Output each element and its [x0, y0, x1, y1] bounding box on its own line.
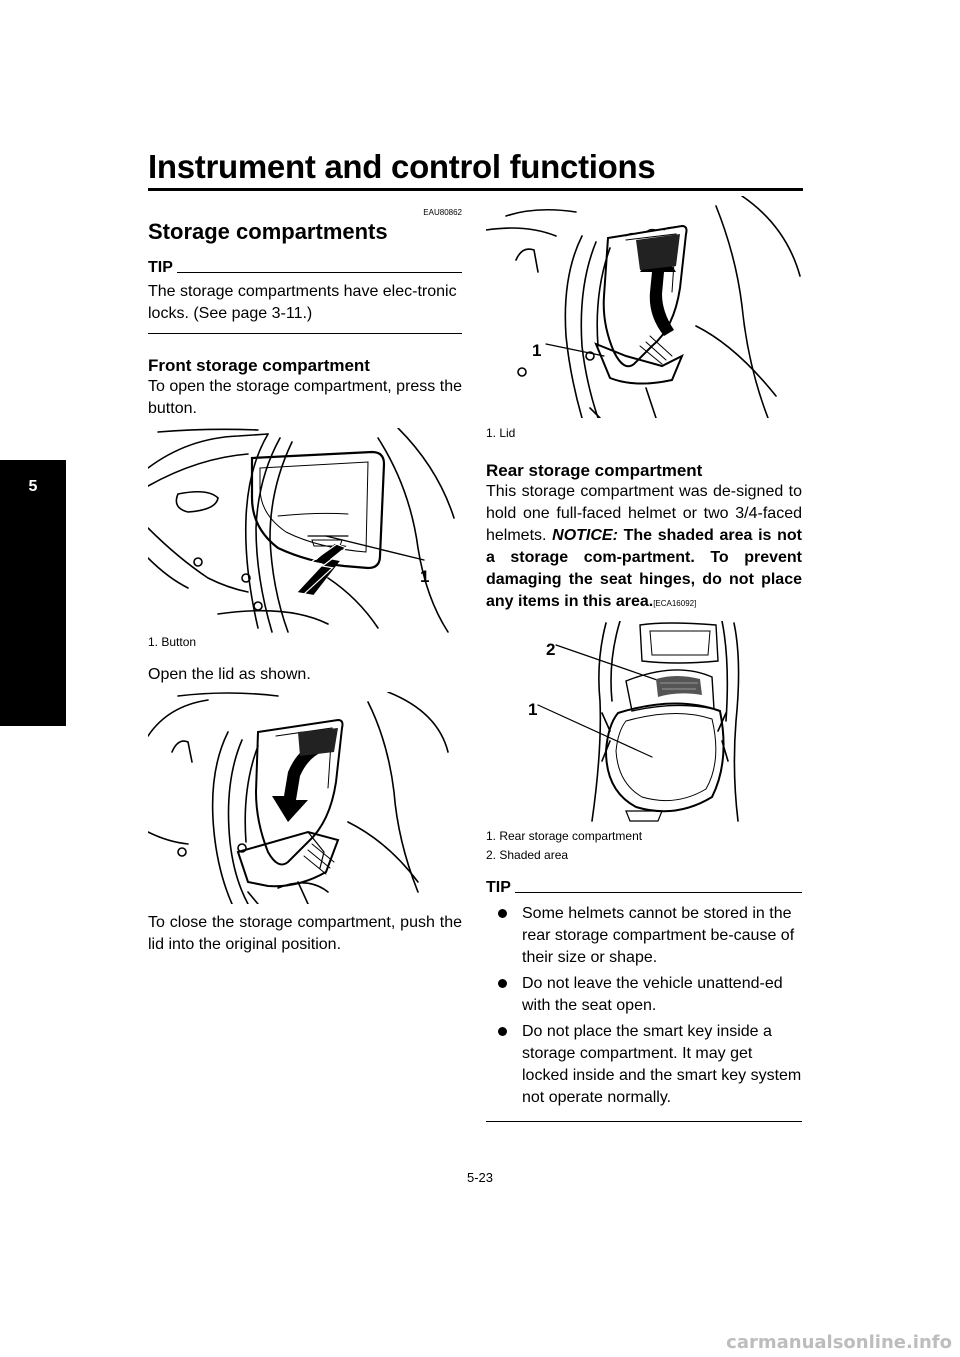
- notice-label: NOTICE:: [552, 527, 618, 544]
- list-item: Do not place the smart key inside a storage compartment. It may get locked inside and the smart key system not operate normally.: [486, 1021, 802, 1109]
- list-item: Do not leave the vehicle unattend-ed with the seat open.: [486, 973, 802, 1017]
- button-caption: 1. Button: [148, 635, 197, 649]
- lid-caption: 1. Lid: [486, 426, 516, 440]
- rear-compartment-title: Rear storage compartment: [486, 461, 703, 480]
- bullet-icon: [498, 979, 507, 988]
- button-illustration: [148, 428, 462, 633]
- bullet-icon: [498, 909, 507, 918]
- close-lid-text: To close the storage compartment, push the lid into the original position.: [148, 914, 462, 953]
- rear-text-plain: This storage compartment was de-signed to hold one full-faced helmet or two 3/4-faced helmets.: [486, 483, 802, 544]
- section-title: Storage compartments: [148, 219, 388, 244]
- front-open-text: To open the storage compartment, press the button.: [148, 378, 462, 417]
- rear-compartment-text: [486, 481, 802, 615]
- lid-callout: 1: [532, 341, 542, 360]
- watermark: carmanualsonline.info: [726, 1332, 952, 1353]
- tip-label: TIP: [148, 259, 173, 276]
- section-ref-code: EAU80862: [423, 208, 462, 217]
- open-lid-text: Open the lid as shown.: [148, 666, 311, 683]
- notice-text: The shaded area is not a storage com-partment. To prevent damaging the seat hinges, do not place any items in this area.: [486, 527, 802, 610]
- tip2-rule: [515, 892, 802, 893]
- rear-compartment-callout: 1: [528, 700, 538, 719]
- list-item: Some helmets cannot be stored in the rear storage compartment be-cause of their size or shape.: [486, 903, 802, 969]
- notice-code: [ECA16092]: [653, 599, 697, 608]
- chapter-tab-number: 5: [28, 478, 38, 495]
- tip2-list: [486, 903, 802, 1122]
- tip-heading: [148, 259, 462, 277]
- rear-compartment-caption: 1. Rear storage compartment: [486, 829, 643, 843]
- chapter-tab: [0, 460, 66, 726]
- page-header: [148, 150, 803, 183]
- right-column: [486, 196, 802, 1122]
- rear-storage-illustration: [486, 621, 802, 827]
- tip-rule: [177, 272, 462, 273]
- bullet-icon: [498, 1027, 507, 1036]
- open-lid-illustration: [148, 692, 462, 904]
- tip-text: The storage compartments have elec-tronic locks. (See page 3-11.): [148, 281, 462, 334]
- front-compartment-title: Front storage compartment: [148, 356, 370, 375]
- tip2-heading: [486, 879, 802, 897]
- tip2-label: TIP: [486, 879, 511, 896]
- page-number: 5-23: [466, 1170, 494, 1185]
- left-column: [148, 196, 462, 956]
- close-lid-illustration: [486, 196, 802, 418]
- shaded-area-caption: 2. Shaded area: [486, 848, 569, 862]
- button-callout: 1: [420, 567, 430, 586]
- page-title: Instrument and control functions: [148, 148, 656, 185]
- shaded-area-callout: 2: [546, 640, 556, 659]
- header-rule: [148, 188, 803, 191]
